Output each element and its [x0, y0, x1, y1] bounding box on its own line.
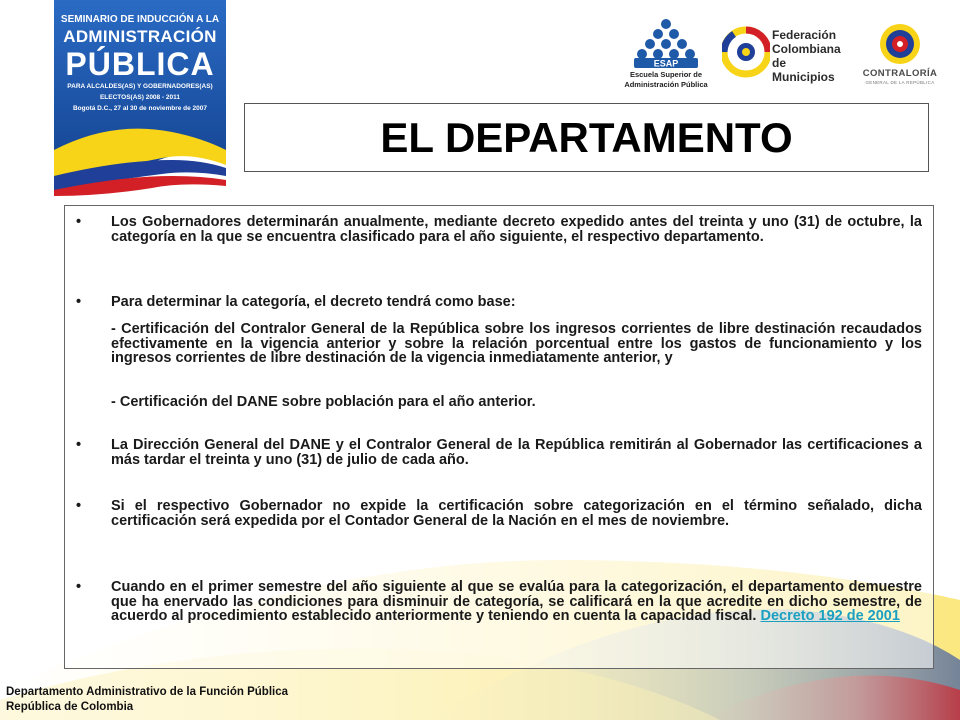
fcm-logo	[722, 22, 848, 84]
decreto-link[interactable]: Decreto 192 de 2001	[760, 608, 900, 624]
esap-acronym: ESAP	[653, 58, 679, 68]
contraloria-name: CONTRALORÍA	[862, 68, 938, 79]
badge-line-2: ADMINISTRACIÓN	[63, 27, 217, 46]
bullet-dot: •	[76, 437, 82, 453]
esap-logo	[618, 18, 714, 92]
seminar-badge-logo	[52, 0, 228, 196]
content-box	[64, 205, 934, 669]
page-title: EL DEPARTAMENTO	[380, 113, 793, 161]
bullet-dot: •	[76, 294, 82, 310]
bullet-1-text: Los Gobernadores determinarán anualmente, mediante decreto expedido antes del treinta y uno (31) de octubre, la categoría en la que se encuentra clasificado para el año siguiente, el respectivo departamento.	[111, 214, 922, 245]
badge-line-4: PARA ALCALDES(AS) Y GOBERNADORES(AS)	[67, 83, 213, 90]
bullet-dot: •	[76, 214, 82, 230]
bullet-4	[76, 498, 922, 529]
bullet-5	[76, 579, 922, 624]
bullet-dot: •	[76, 579, 82, 595]
footer-line-2: República de Colombia	[6, 701, 134, 713]
sub-item-1: - Certificación del Contralor General de la República sobre los ingresos corrientes de libre destinación recaudados efectivamente en la vigencia anterior y sobre la relación porcentual entre los gastos de funcionamiento y los ingresos corrientes de libre destinación de la vigencia inmediatamente anterior, y	[111, 321, 922, 366]
bullet-3	[76, 437, 922, 468]
badge-line-1: SEMINARIO DE INDUCCIÓN A LA	[60, 14, 220, 25]
badge-line-6: Bogotá D.C., 27 al 30 de noviembre de 2007	[72, 105, 208, 112]
bullet-3-text: La Dirección General del DANE y el Contralor General de la República remitirán al Gobernador las certificaciones a más tardar el treinta y uno (31) de julio de cada año.	[111, 437, 922, 468]
title-box	[244, 103, 929, 172]
footer-line-1: Departamento Administrativo de la Función Pública	[6, 686, 289, 698]
bullet-dot: •	[76, 498, 82, 514]
contraloria-emblem-icon	[850, 22, 950, 68]
bullet-5-text: Cuando en el primer semestre del año siguiente al que se evalúa para la categorización, el departamento demuestre que ha enervado las condiciones para disminuir de categoría, se calificará en la que acredite en dicho semestre, de acuerdo al procedimiento establecido anteriormente y teniendo en cuenta la capacidad fiscal.	[111, 579, 922, 624]
esap-name-line-1: Escuela Superior de	[629, 70, 703, 79]
fcm-line-1: Federación	[772, 28, 837, 42]
esap-name-line-2: Administración Pública	[624, 80, 708, 89]
badge-line-5: ELECTOS(AS) 2008 - 2011	[99, 94, 181, 101]
fcm-line-2: Colombiana	[772, 42, 841, 56]
contraloria-subtitle: GENERAL DE LA REPÚBLICA	[865, 80, 935, 85]
contraloria-logo	[850, 22, 950, 92]
fcm-line-3: de Municipios	[772, 56, 835, 84]
bullet-2	[76, 294, 922, 310]
bullet-1	[76, 214, 922, 245]
bullet-2-text: Para determinar la categoría, el decreto tendrá como base:	[111, 294, 516, 310]
footer	[6, 685, 288, 715]
bullet-4-text: Si el respectivo Gobernador no expide la certificación sobre categorización en el término señalado, dicha certificación será expedida por el Contador General de la Nación en el mes de noviembre.	[111, 498, 922, 529]
badge-line-3: PÚBLICA	[65, 46, 215, 82]
fcm-swirl-icon	[722, 24, 770, 80]
sub-item-2: - Certificación del DANE sobre población para el año anterior.	[111, 394, 536, 410]
